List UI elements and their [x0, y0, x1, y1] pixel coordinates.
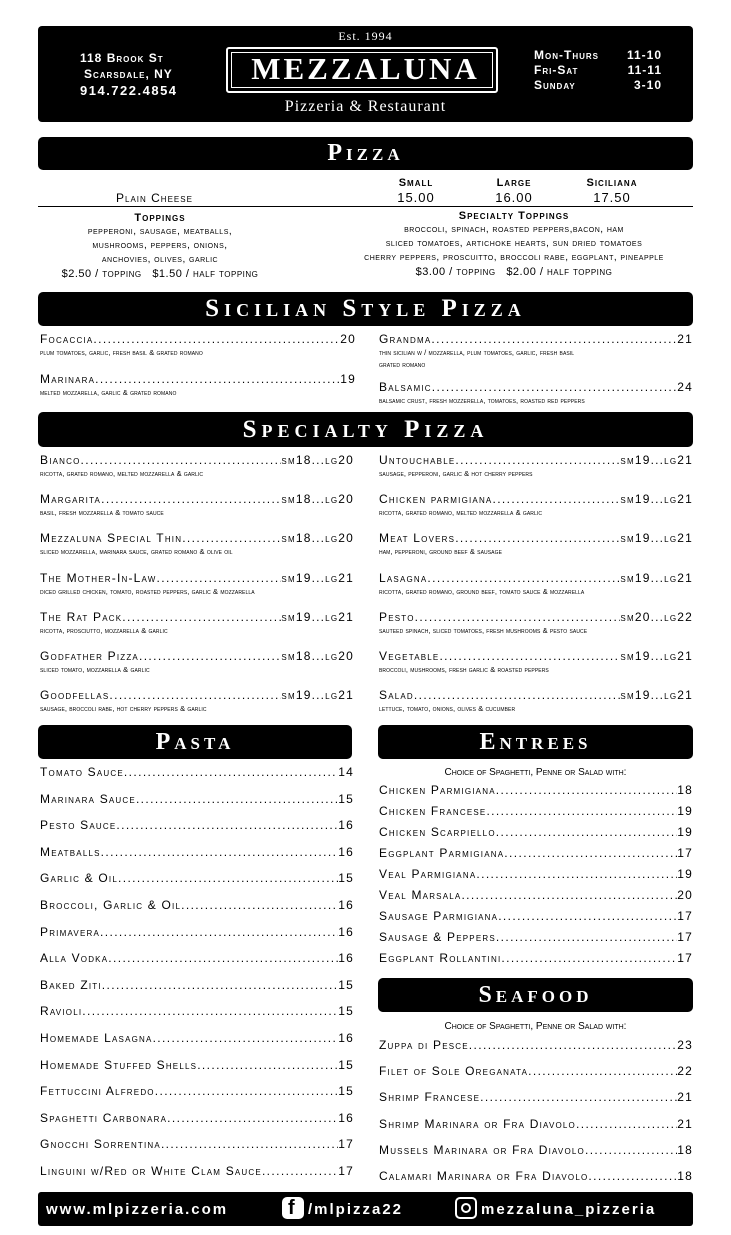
item-name: Shrimp Marinara or Fra Diavolo: [379, 1116, 576, 1131]
menu-item: [40, 332, 356, 366]
item-description: broccoli, mushrooms, fresh garlic & roasted peppers: [379, 665, 549, 674]
item-description: sliced tomato, mozzarella & garlic: [40, 665, 150, 674]
seafood-section-header: [378, 978, 693, 1012]
specialty-toppings-block: [318, 209, 710, 279]
item-price: 15: [338, 871, 354, 886]
toppings-block: [40, 211, 280, 281]
item-description: ricotta, grated romano, ground beef, tomato sauce & mozzarella: [379, 586, 585, 596]
menu-item: [40, 492, 354, 526]
sicilian-section-header: [38, 292, 693, 326]
item-price: 17: [338, 1164, 354, 1178]
pizza-title: Pizza: [327, 140, 404, 166]
item-name: Vegetable: [379, 649, 440, 663]
menu-item: [379, 649, 693, 683]
item-price: sm19...lg21: [281, 688, 354, 703]
item-name: Goodfellas: [40, 688, 110, 703]
item-price: 16: [338, 844, 354, 859]
item-price: 16: [338, 924, 354, 939]
item-description: ricotta, grated romano, melted mozzarella & garlic: [379, 508, 543, 518]
entrees-section-header: [378, 725, 693, 759]
item-description: basil, fresh mozzarella & tomato sauce: [40, 508, 164, 518]
item-description: thin sicilian w / mozzarella, plum tomatoes, garlic, fresh basil: [379, 348, 575, 357]
item-price: sm19...lg21: [620, 649, 693, 663]
specialty-section-header: [38, 412, 693, 447]
menu-item: [40, 649, 354, 683]
item-description: plum tomatoes, garlic, fresh basil & grated romano: [40, 348, 203, 357]
menu-item: [379, 610, 693, 644]
item-name: Untouchable: [379, 453, 456, 467]
item-name: Garlic & Oil: [40, 871, 118, 886]
item-price: 19: [340, 372, 356, 386]
item-price: 20: [677, 888, 693, 902]
specialty-toppings-line: broccoli, spinach, roasted peppers,bacon, ham: [404, 224, 624, 235]
item-price: 15: [338, 1057, 354, 1072]
item-name: Alla Vodka: [40, 951, 109, 966]
item-description: diced grilled chicken, tomato, roasted peppers, garlic & mozzarella: [40, 586, 255, 596]
item-name: Broccoli, Garlic & Oil: [40, 898, 182, 912]
item-price: sm18...lg20: [281, 531, 354, 546]
item-price: 16: [338, 818, 354, 833]
menu-item: [379, 783, 693, 797]
menu-item: [379, 571, 693, 605]
item-description: sliced mozzarella, marinara sauce, grated romano & olive oil: [40, 547, 233, 557]
menu-item: [379, 1064, 693, 1078]
toppings-price: $2.50 / topping $1.50 / half topping: [61, 268, 259, 280]
item-name: Fettuccini Alfredo: [40, 1084, 155, 1099]
menu-item: [40, 951, 354, 965]
menu-item: [379, 867, 693, 881]
menu-item: [40, 1137, 354, 1151]
item-name: Spaghetti Carbonara: [40, 1110, 168, 1125]
menu-item: [379, 846, 693, 860]
menu-item: [379, 1143, 693, 1157]
specialty-title: Specialty Pizza: [242, 416, 489, 443]
item-name: The Rat Pack: [40, 609, 123, 624]
item-name: Chicken Parmigiana: [379, 783, 496, 797]
item-price: 15: [338, 791, 354, 806]
menu-item: [379, 492, 693, 526]
item-name: Filet of Sole Oreganata: [379, 1064, 529, 1079]
menu-item: [379, 453, 693, 487]
menu-item: [40, 688, 354, 722]
menu-item: [40, 610, 354, 644]
item-price: 15: [338, 1004, 354, 1019]
item-price: 16: [338, 951, 354, 966]
item-name: Homemade Stuffed Shells: [40, 1057, 198, 1072]
menu-item: [40, 453, 354, 487]
item-name: Homemade Lasagna: [40, 1031, 153, 1045]
menu-item: [40, 978, 354, 992]
menu-item: [40, 372, 356, 406]
item-description: ricotta, prosciutto, mozzarella & garlic: [40, 625, 168, 635]
item-name: Primavera: [40, 924, 100, 939]
item-name: Shrimp Francese: [379, 1090, 481, 1105]
toppings-line: anchovies, olives, garlic: [101, 254, 219, 265]
item-price: 15: [338, 977, 354, 992]
size-siciliana-label: Siciliana: [586, 177, 638, 189]
item-name: Chicken parmigiana: [379, 492, 493, 507]
item-price: 21: [677, 332, 693, 346]
menu-item: [40, 925, 354, 939]
menu-item: [40, 898, 354, 912]
item-name: Mezzaluna Special Thin: [40, 531, 183, 546]
item-price: 23: [677, 1038, 693, 1052]
item-name: Linguini w/Red or White Clam Sauce: [40, 1164, 262, 1178]
item-price: sm19...lg21: [281, 570, 354, 585]
seafood-title: Seafood: [478, 982, 593, 1008]
item-name: Godfather Pizza: [40, 649, 139, 663]
item-name: Grandma: [379, 332, 432, 346]
item-description: lettuce, tomato, onions, olives & cucumber: [379, 704, 516, 714]
menu-item: [379, 909, 693, 923]
item-name: Sausage Parmigiana: [379, 909, 499, 923]
menu-item: [379, 825, 693, 839]
item-name: Meatballs: [40, 844, 101, 859]
pasta-title: Pasta: [155, 729, 235, 755]
restaurant-subtitle: Pizzeria & Restaurant: [284, 98, 447, 115]
item-price: 14: [338, 765, 354, 779]
item-price: 16: [338, 1110, 354, 1125]
item-description: melted mozzarella, garlic & grated romano: [40, 388, 177, 397]
item-name: Salad: [379, 688, 414, 703]
item-name: Ravioli: [40, 1004, 83, 1019]
item-name: Zuppa di Pesce: [379, 1038, 469, 1052]
item-price: 17: [338, 1137, 354, 1152]
specialty-toppings-line: sliced tomatoes, artichoke hearts, sun dried tomatoes: [385, 238, 643, 249]
hours-row: Mon-Thurs 11-10: [534, 48, 662, 62]
item-description: grated romano: [379, 360, 426, 369]
item-price: 16: [338, 1031, 354, 1045]
menu-item: [379, 1169, 693, 1183]
item-description: sausage, broccoli rabe, hot cherry peppers & garlic: [40, 704, 207, 714]
menu-item: [40, 531, 354, 565]
item-price: 24: [677, 380, 693, 394]
menu-item: [40, 1031, 354, 1045]
item-description: balsamic crust, fresh mozzerella, tomatoes, roasted red peppers: [379, 396, 585, 405]
item-price: 17: [677, 930, 693, 944]
item-name: Margarita: [40, 492, 102, 507]
specialty-toppings-price: $3.00 / topping $2.00 / half topping: [415, 266, 613, 278]
item-description: ricotta, grated romano, melted mozzarella & garlic: [40, 469, 204, 478]
menu-item: [379, 1117, 693, 1131]
item-price: sm19...lg21: [620, 453, 693, 467]
menu-item: [40, 1058, 354, 1072]
item-price: 22: [677, 1064, 693, 1079]
website-link[interactable]: www.mlpizzeria.com: [46, 1201, 229, 1218]
item-price: sm19...lg21: [620, 688, 693, 703]
item-name: Eggplant Rollantini: [379, 951, 502, 965]
item-price: 21: [677, 1090, 693, 1105]
item-name: Chicken Francese: [379, 804, 487, 818]
menu-item: [40, 845, 354, 859]
plain-price-small: 15.00: [397, 190, 435, 205]
menu-item: [379, 531, 693, 565]
menu-item: [379, 1090, 693, 1104]
item-price: sm20...lg22: [620, 609, 693, 624]
size-large-label: Large: [496, 177, 532, 189]
item-name: Pesto: [379, 609, 415, 624]
item-price: sm19...lg21: [620, 570, 693, 585]
footer-bar: [38, 1192, 693, 1226]
seafood-choice-note: Choice of Spaghetti, Penne or Salad with:: [444, 1021, 627, 1032]
sicilian-title: Sicilian Style Pizza: [205, 295, 526, 322]
hours-row: Sunday 3-10: [534, 78, 662, 92]
instagram-icon: [455, 1197, 477, 1219]
menu-item: [379, 688, 693, 722]
menu-item: [379, 930, 693, 944]
item-price: sm19...lg21: [281, 609, 354, 624]
item-name: Marinara Sauce: [40, 791, 136, 806]
plain-price-siciliana: 17.50: [593, 190, 631, 205]
toppings-line: pepperoni, sausage, meatballs,: [87, 226, 233, 237]
item-price: sm19...lg21: [620, 492, 693, 507]
item-description: sausage, pepperoni, garlic & hot cherry peppers: [379, 469, 533, 478]
item-price: sm18...lg20: [281, 492, 354, 507]
item-price: 21: [677, 1116, 693, 1131]
menu-item: [379, 380, 693, 414]
entrees-title: Entrees: [479, 729, 592, 755]
toppings-line: mushrooms, peppers, onions,: [92, 240, 228, 251]
toppings-title: Toppings: [134, 212, 186, 224]
pasta-section-header: [38, 725, 352, 759]
menu-item: [379, 1038, 693, 1052]
item-name: Lasagna: [379, 570, 428, 585]
item-price: 17: [677, 909, 693, 923]
item-name: Meat Lovers: [379, 531, 456, 546]
item-name: Marinara: [40, 372, 96, 386]
menu-item: [40, 1164, 354, 1178]
item-name: Baked Ziti: [40, 977, 102, 992]
item-name: Pesto Sauce: [40, 818, 117, 833]
menu-item: [40, 1084, 354, 1098]
entrees-choice-note: Choice of Spaghetti, Penne or Salad with:: [444, 767, 627, 778]
specialty-toppings-line: cherry peppers, proscuitto, broccoli rabe, eggplant, pineapple: [364, 252, 664, 263]
plain-price-large: 16.00: [495, 190, 533, 205]
item-price: sm18...lg20: [281, 453, 354, 467]
phone-number: 914.722.4854: [80, 83, 178, 98]
item-name: The Mother-In-Law: [40, 570, 157, 585]
menu-item: [379, 888, 693, 902]
facebook-handle[interactable]: /mlpizza22: [308, 1201, 404, 1218]
menu-item: [40, 1111, 354, 1125]
pizza-section-header: [38, 137, 693, 170]
menu-item: [40, 792, 354, 806]
hours-block: [534, 48, 662, 93]
restaurant-logo: MEZZALUNA: [251, 51, 480, 86]
item-price: 17: [677, 846, 693, 860]
item-description: ham, pepperoni, ground beef & sausage: [379, 547, 503, 557]
item-price: 19: [677, 804, 693, 818]
item-name: Focaccia: [40, 332, 94, 346]
item-name: Bianco: [40, 453, 81, 467]
item-name: Calamari Marinara or Fra Diavolo: [379, 1169, 589, 1183]
item-description: sauteed spinach, sliced tomatoes, fresh mushrooms & pesto sauce: [379, 625, 588, 635]
facebook-icon: [282, 1197, 304, 1219]
item-name: Mussels Marinara or Fra Diavolo: [379, 1142, 585, 1157]
item-name: Gnocchi Sorrentina: [40, 1137, 161, 1152]
restaurant-header: [38, 26, 693, 122]
item-price: 19: [677, 825, 693, 839]
address-line-2: Scarsdale, NY: [84, 67, 173, 81]
item-price: 17: [677, 951, 693, 965]
size-small-label: Small: [398, 177, 434, 189]
divider: [38, 206, 693, 207]
item-name: Tomato Sauce: [40, 765, 124, 779]
menu-item: [379, 332, 693, 372]
specialty-toppings-title: Specialty Toppings: [458, 210, 570, 222]
item-name: Sausage & Peppers: [379, 930, 496, 944]
menu-item: [40, 1004, 354, 1018]
item-price: 19: [677, 867, 693, 881]
item-price: sm18...lg20: [281, 649, 354, 663]
menu-item: [40, 765, 354, 779]
item-price: 20: [340, 332, 356, 346]
menu-item: [379, 951, 693, 965]
item-name: Chicken Scarpiello: [379, 825, 496, 839]
item-price: 15: [338, 1084, 354, 1099]
instagram-handle[interactable]: mezzaluna_pizzeria: [481, 1201, 657, 1218]
plain-cheese-label: Plain Cheese: [116, 191, 193, 205]
address-line-1: 118 Brook St: [80, 51, 164, 65]
item-name: Veal Parmigiana: [379, 867, 477, 881]
established-label: Est. 1994: [338, 29, 393, 43]
item-name: Balsamic: [379, 380, 432, 394]
item-price: 18: [677, 1169, 693, 1183]
item-name: Eggplant Parmigiana: [379, 846, 505, 860]
menu-item: [379, 804, 693, 818]
item-price: 18: [677, 783, 693, 797]
hours-row: Fri-Sat 11-11: [534, 63, 662, 77]
menu-item: [40, 571, 354, 605]
item-price: 16: [338, 898, 354, 912]
menu-item: [40, 818, 354, 832]
item-name: Veal Marsala: [379, 888, 462, 902]
item-price: sm19...lg21: [620, 531, 693, 546]
item-price: 18: [677, 1142, 693, 1157]
menu-item: [40, 871, 354, 885]
